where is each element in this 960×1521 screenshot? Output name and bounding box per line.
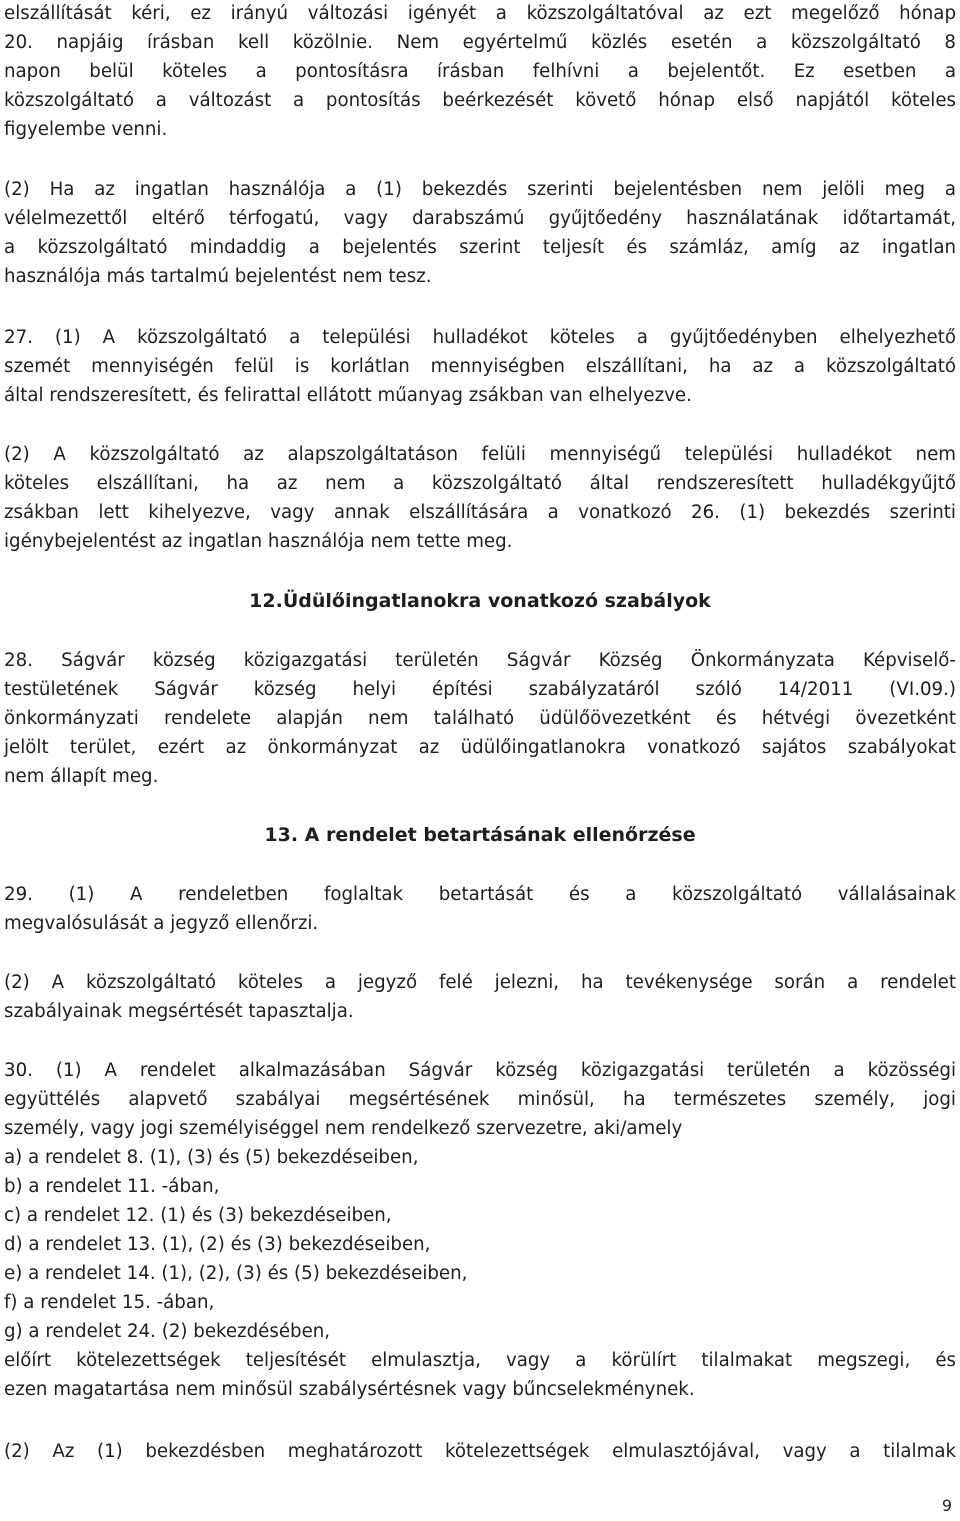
text-line: köteles elszállítani, ha az nem a közszolgáltató által rendszeresített hulladékgyűjtő xyxy=(4,473,956,494)
list-item: d) a rendelet 13. (1), (2) és (3) bekezdéseiben, xyxy=(4,1234,431,1255)
text-line: 27. (1) A közszolgáltató a települési hulladékot köteles a gyűjtőedényben elhelyezhető xyxy=(4,327,956,348)
text-line: előírt kötelezettségek teljesítését elmulasztja, vagy a körülírt tilalmakat megszegi, és xyxy=(4,1350,956,1371)
text-line: együttélés alapvető szabályai megsértésének minősül, ha természetes személy, jogi xyxy=(4,1089,956,1110)
text-line: vélelmezettől eltérő térfogatú, vagy darabszámú gyűjtőedény használatának időtartamát, xyxy=(4,208,956,229)
text-line: ezen magatartása nem minősül szabálysértésnek vagy bűncselekménynek. xyxy=(4,1379,695,1400)
text-line: igénybejelentést az ingatlan használója nem tette meg. xyxy=(4,531,513,552)
list-item: b) a rendelet 11. -ában, xyxy=(4,1176,220,1197)
paragraph-notification-change xyxy=(4,0,956,144)
text-line: szabályainak megsértését tapasztalja. xyxy=(4,1001,354,1022)
text-line: 30. (1) A rendelet alkalmazásában Ságvár község közigazgatási területén a közösségi xyxy=(4,1060,956,1081)
list-item: c) a rendelet 12. (1) és (3) bekezdéseiben, xyxy=(4,1205,392,1226)
section-heading-13: 13. A rendelet betartásának ellenőrzése xyxy=(264,824,696,846)
list-item: a) a rendelet 8. (1), (3) és (5) bekezdéseiben, xyxy=(4,1147,419,1168)
list-item: g) a rendelet 24. (2) bekezdésében, xyxy=(4,1321,331,1342)
page-number: 9 xyxy=(941,1496,952,1515)
section-27-paragraph-1 xyxy=(4,323,956,410)
text-line: önkormányzati rendelete alapján nem található üdülőövezetként és hétvégi övezetként xyxy=(4,708,956,729)
section-30-paragraph-2 xyxy=(4,1437,956,1466)
text-line: (2) Ha az ingatlan használója a (1) bekezdés szerinti bejelentésben nem jelöli meg a xyxy=(4,179,956,200)
text-line: elszállítását kéri, ez irányú változási igényét a közszolgáltatóval az ezt megelőző hónap xyxy=(4,3,956,24)
text-line: használója más tartalmú bejelentést nem tesz. xyxy=(4,266,432,287)
section-heading-12: 12.Üdülőingatlanokra vonatkozó szabályok xyxy=(249,590,711,612)
section-30-paragraph-1 xyxy=(4,1056,956,1404)
text-line: napon belül köteles a pontosításra írásban felhívni a bejelentőt. Ez esetben a xyxy=(4,61,956,82)
text-line: 20. napjáig írásban kell közölnie. Nem egyértelmű közlés esetén a közszolgáltató 8 xyxy=(4,32,956,53)
text-line: 29. (1) A rendeletben foglaltak betartását és a közszolgáltató vállalásainak xyxy=(4,884,956,905)
text-line: zsákban lett kihelyezve, vagy annak elszállítására a vonatkozó 26. (1) bekezdés szerinti xyxy=(4,502,956,523)
text-line: jelölt terület, ezért az önkormányzat az üdülőingatlanokra vonatkozó sajátos szabályokat xyxy=(4,737,956,758)
text-line: közszolgáltató a változást a pontosítás beérkezését követő hónap első napjától köteles xyxy=(4,90,956,111)
text-line: (2) Az (1) bekezdésben meghatározott kötelezettségek elmulasztójával, vagy a tilalmak xyxy=(4,1441,956,1462)
list-item: e) a rendelet 14. (1), (2), (3) és (5) bekezdéseiben, xyxy=(4,1263,468,1284)
text-line: által rendszeresített, és felirattal ellátott műanyag zsákban van elhelyezve. xyxy=(4,385,692,406)
list-item: f) a rendelet 15. -ában, xyxy=(4,1292,215,1313)
section-28 xyxy=(4,646,956,791)
section-27-paragraph-2 xyxy=(4,440,956,556)
text-line: a közszolgáltató mindaddig a bejelentés szerint teljesít és számláz, amíg az ingatlan xyxy=(4,237,956,258)
text-line: testületének Ságvár község helyi építési szabályzatáról szóló 14/2011 (VI.09.) xyxy=(4,679,956,700)
text-line: nem állapít meg. xyxy=(4,766,159,787)
text-line: szemét mennyiségén felül is korlátlan mennyiségben elszállítani, ha az a közszolgáltató xyxy=(4,356,956,377)
text-line: (2) A közszolgáltató az alapszolgáltatáson felüli mennyiségű települési hulladékot nem xyxy=(4,444,956,465)
text-line: személy, vagy jogi személyiséggel nem rendelkező szervezetre, aki/amely xyxy=(4,1118,683,1139)
section-29-paragraph-1 xyxy=(4,880,956,938)
text-line: 28. Ságvár község közigazgatási területén Ságvár Község Önkormányzata Képviselő- xyxy=(4,650,956,671)
paragraph-2 xyxy=(4,175,956,291)
text-line: megvalósulását a jegyző ellenőrzi. xyxy=(4,913,319,934)
text-line: (2) A közszolgáltató köteles a jegyző felé jelezni, ha tevékenysége során a rendelet xyxy=(4,972,956,993)
section-29-paragraph-2 xyxy=(4,968,956,1026)
text-line: figyelembe venni. xyxy=(4,119,168,140)
